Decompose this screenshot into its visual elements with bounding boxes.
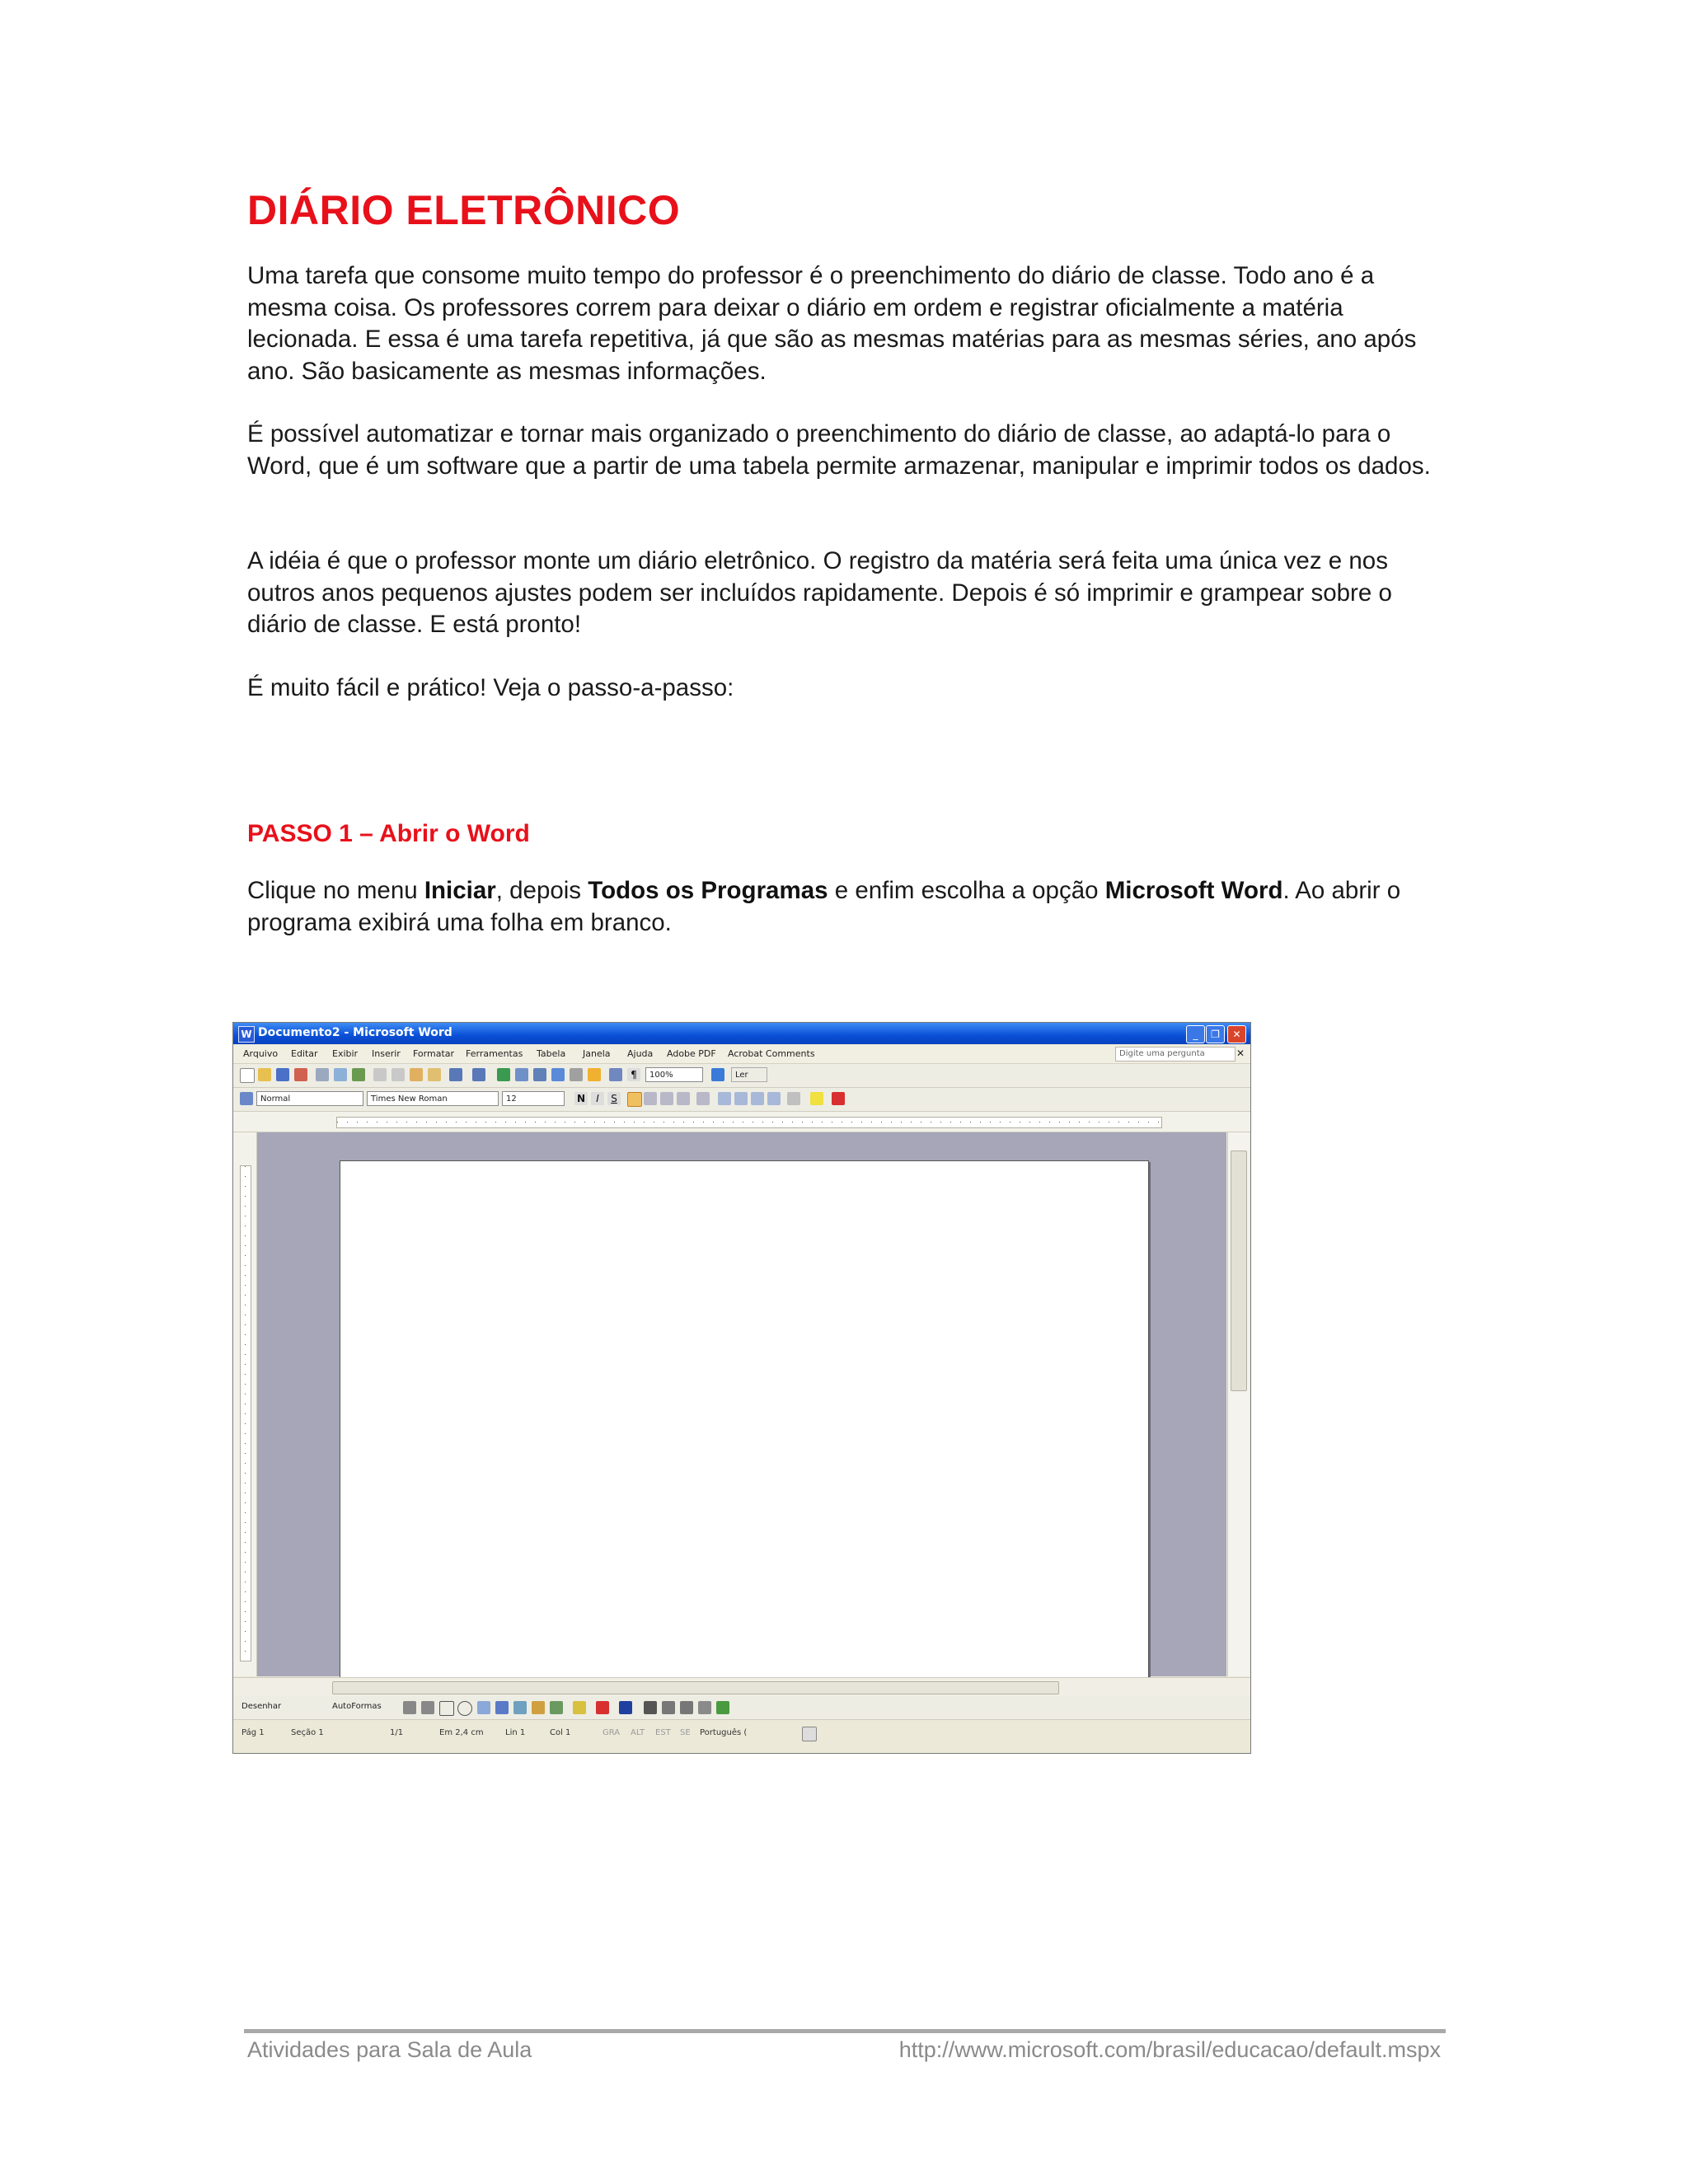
hyperlink-icon[interactable] bbox=[497, 1068, 510, 1081]
3d-icon[interactable] bbox=[716, 1701, 729, 1714]
word-screenshot bbox=[232, 1022, 1251, 1754]
read-button[interactable]: Ler bbox=[731, 1067, 767, 1082]
print-icon[interactable] bbox=[316, 1068, 329, 1081]
step-bold-todos-programas: Todos os Programas bbox=[588, 877, 828, 904]
status-language: Português ( bbox=[700, 1728, 748, 1737]
step-bold-iniciar: Iniciar bbox=[424, 877, 496, 904]
minimize-icon[interactable]: _ bbox=[1186, 1025, 1205, 1043]
permission-icon[interactable] bbox=[294, 1068, 307, 1081]
highlight-icon[interactable] bbox=[810, 1092, 823, 1105]
status-bar bbox=[233, 1720, 1250, 1753]
menu-inserir[interactable]: Inserir bbox=[372, 1048, 401, 1059]
font-size-combo[interactable]: 12 bbox=[502, 1091, 565, 1106]
step-1-heading: PASSO 1 – Abrir o Word bbox=[247, 820, 530, 847]
line-icon[interactable] bbox=[403, 1701, 416, 1714]
format-painter-icon[interactable] bbox=[428, 1068, 441, 1081]
tables-borders-icon[interactable] bbox=[515, 1068, 528, 1081]
step-text-3: e enfim escolha a opção bbox=[828, 877, 1105, 904]
status-alt: ALT bbox=[631, 1728, 645, 1737]
columns-icon[interactable] bbox=[570, 1068, 583, 1081]
footer-divider bbox=[244, 2029, 1446, 2033]
bullets-icon[interactable] bbox=[734, 1092, 748, 1105]
spelling-status-icon[interactable] bbox=[802, 1727, 817, 1741]
border-icon[interactable] bbox=[787, 1092, 800, 1105]
status-section: Seção 1 bbox=[291, 1728, 324, 1737]
word-app-icon: W bbox=[238, 1026, 255, 1043]
draw-menu[interactable]: Desenhar bbox=[241, 1702, 282, 1711]
zoom-combo[interactable]: 100% bbox=[645, 1067, 703, 1082]
menu-acrobat-comments[interactable]: Acrobat Comments bbox=[728, 1048, 815, 1059]
intro-paragraph: Uma tarefa que consome muito tempo do professor é o preenchimento do diário de classe. Todo ano é a mesma coisa. Os professores correm para deixar o diário em ordem e registrar oficialmente a matéria lecionada. E essa é uma tarefa repetitiva, já que são as mesmas matérias para as mesmas séries, ano após ano. São basicamente as mesmas informações. bbox=[247, 262, 1417, 385]
undo-icon[interactable] bbox=[449, 1068, 462, 1081]
status-page: Pág 1 bbox=[241, 1728, 265, 1737]
automation-paragraph: É possível automatizar e tornar mais organizado o preenchimento do diário de classe, ao adaptá-lo para o Word, que é um software que a partir de uma tabela permite armazenar, manipular e imprimir todos os dados. bbox=[247, 420, 1431, 480]
open-icon[interactable] bbox=[258, 1068, 271, 1081]
status-column: Col 1 bbox=[550, 1728, 571, 1737]
new-document-icon[interactable] bbox=[240, 1068, 255, 1083]
footer-left-text: Atividades para Sala de Aula bbox=[247, 2037, 532, 2062]
menu-arquivo[interactable]: Arquivo bbox=[243, 1048, 279, 1059]
status-est: EST bbox=[655, 1728, 671, 1737]
italic-icon[interactable]: I bbox=[591, 1092, 604, 1105]
insert-excel-icon[interactable] bbox=[551, 1068, 565, 1081]
oval-icon[interactable] bbox=[457, 1701, 472, 1716]
textbox-icon[interactable] bbox=[477, 1701, 490, 1714]
horizontal-ruler[interactable] bbox=[233, 1112, 1250, 1132]
underline-icon[interactable]: S bbox=[607, 1092, 621, 1105]
horizontal-scrollbar[interactable] bbox=[233, 1677, 1250, 1696]
line-color-icon[interactable] bbox=[596, 1701, 609, 1714]
dash-style-icon[interactable] bbox=[662, 1701, 675, 1714]
status-position: Em 2,4 cm bbox=[439, 1728, 484, 1737]
style-combo[interactable]: Normal bbox=[256, 1091, 363, 1106]
arrow-icon[interactable] bbox=[421, 1701, 434, 1714]
align-center-icon[interactable] bbox=[644, 1092, 657, 1105]
drawing-toolbar bbox=[233, 1696, 1250, 1720]
clipart-icon[interactable] bbox=[532, 1701, 545, 1714]
idea-paragraph: A idéia é que o professor monte um diário eletrônico. O registro da matéria será feita uma única vez e nos outros anos pequenos ajustes podem ser incluídos rapidamente. Depois é só imprimir e grampear sobre o diário de classe. E está pronto! bbox=[247, 547, 1392, 638]
font-color-icon[interactable] bbox=[832, 1092, 845, 1105]
save-icon[interactable] bbox=[276, 1068, 289, 1081]
vertical-ruler[interactable] bbox=[233, 1132, 257, 1676]
status-line: Lin 1 bbox=[505, 1728, 526, 1737]
decrease-indent-icon[interactable] bbox=[751, 1092, 764, 1105]
menu-adobe-pdf[interactable]: Adobe PDF bbox=[667, 1048, 716, 1059]
menu-ajuda[interactable]: Ajuda bbox=[627, 1048, 654, 1059]
word-titlebar bbox=[233, 1023, 1250, 1044]
status-page-count: 1/1 bbox=[390, 1728, 404, 1737]
drawing-icon[interactable] bbox=[588, 1068, 601, 1081]
blank-page[interactable] bbox=[340, 1160, 1149, 1690]
menu-janela[interactable]: Janela bbox=[583, 1048, 611, 1059]
fill-color-icon[interactable] bbox=[573, 1701, 586, 1714]
menu-ferramentas[interactable]: Ferramentas bbox=[466, 1048, 523, 1059]
print-preview-icon[interactable] bbox=[334, 1068, 347, 1081]
insert-table-icon[interactable] bbox=[533, 1068, 546, 1081]
help-icon[interactable] bbox=[711, 1068, 724, 1081]
line-style-icon[interactable] bbox=[644, 1701, 657, 1714]
document-area bbox=[257, 1132, 1226, 1676]
status-gra: GRA bbox=[603, 1728, 621, 1737]
formatting-toolbar bbox=[233, 1088, 1250, 1112]
document-map-icon[interactable] bbox=[609, 1068, 622, 1081]
font-combo[interactable]: Times New Roman bbox=[367, 1091, 499, 1106]
rectangle-icon[interactable] bbox=[439, 1701, 454, 1716]
step-bold-microsoft-word: Microsoft Word bbox=[1104, 877, 1283, 904]
justify-icon[interactable] bbox=[677, 1092, 690, 1105]
autoshapes-menu[interactable]: AutoFormas bbox=[332, 1702, 382, 1711]
step-text-2: , depois bbox=[495, 877, 588, 904]
menu-tabela[interactable]: Tabela bbox=[537, 1048, 566, 1059]
standard-toolbar bbox=[233, 1064, 1250, 1088]
shadow-icon[interactable] bbox=[698, 1701, 711, 1714]
arrow-style-icon[interactable] bbox=[680, 1701, 693, 1714]
align-right-icon[interactable] bbox=[660, 1092, 673, 1105]
numbering-icon[interactable] bbox=[718, 1092, 731, 1105]
menu-exibir[interactable]: Exibir bbox=[332, 1048, 359, 1059]
word-window-title: Documento2 - Microsoft Word bbox=[258, 1026, 452, 1039]
bold-icon[interactable]: N bbox=[574, 1092, 588, 1105]
line-spacing-icon[interactable] bbox=[696, 1092, 710, 1105]
cut-icon[interactable] bbox=[373, 1068, 387, 1081]
diagram-icon[interactable] bbox=[513, 1701, 527, 1714]
paste-icon[interactable] bbox=[410, 1068, 423, 1081]
footer-url[interactable]: http://www.microsoft.com/brasil/educacao/default.mspx bbox=[898, 2037, 1441, 2062]
draw-font-color-icon[interactable] bbox=[619, 1701, 632, 1714]
word-menubar bbox=[233, 1045, 1250, 1064]
step-1-paragraph bbox=[247, 875, 1451, 939]
align-left-icon[interactable] bbox=[627, 1092, 642, 1107]
document-close-icon[interactable]: ✕ bbox=[1236, 1047, 1245, 1059]
help-question-box[interactable]: Digite uma pergunta bbox=[1115, 1047, 1236, 1062]
easy-paragraph: É muito fácil e prático! Veja o passo-a-passo: bbox=[247, 674, 734, 701]
menu-editar[interactable]: Editar bbox=[291, 1048, 318, 1059]
step-text-1: Clique no menu bbox=[247, 877, 424, 904]
close-icon[interactable]: ✕ bbox=[1227, 1025, 1246, 1043]
wordart-icon[interactable] bbox=[495, 1701, 509, 1714]
styles-formatting-icon[interactable] bbox=[240, 1092, 253, 1105]
redo-icon[interactable] bbox=[472, 1068, 485, 1081]
show-hide-icon[interactable]: ¶ bbox=[627, 1068, 640, 1081]
status-se: SE bbox=[680, 1728, 691, 1737]
picture-icon[interactable] bbox=[550, 1701, 563, 1714]
document-title: DIÁRIO ELETRÔNICO bbox=[247, 187, 681, 233]
increase-indent-icon[interactable] bbox=[767, 1092, 781, 1105]
menu-formatar[interactable]: Formatar bbox=[413, 1048, 455, 1059]
spelling-icon[interactable] bbox=[352, 1068, 365, 1081]
maximize-icon[interactable]: ❐ bbox=[1206, 1025, 1225, 1043]
vertical-scrollbar[interactable] bbox=[1227, 1132, 1250, 1676]
copy-icon[interactable] bbox=[392, 1068, 405, 1081]
step-text-4: . Ao abrir o programa exibirá uma folha em branco. bbox=[247, 877, 1401, 936]
